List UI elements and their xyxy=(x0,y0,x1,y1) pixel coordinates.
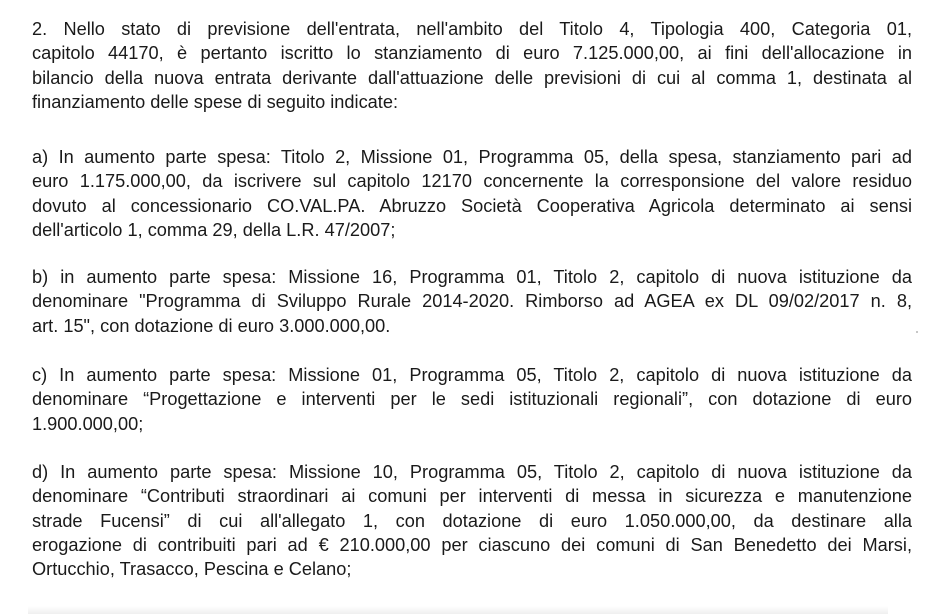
paragraph-b xyxy=(32,265,912,338)
text-line: erogazione di contribuiti pari ad € 210.000,00 per ciascuno dei comuni di San Benedetto dei Marsi, xyxy=(32,534,912,555)
text-line: bilancio della nuova entrata derivante dall'attuazione delle previsioni di cui al comma 1, destinata al xyxy=(32,67,912,88)
text-line: denominare "Programma di Sviluppo Rurale 2014-2020. Rimborso ad AGEA ex DL 09/02/2017 n. 8, xyxy=(32,291,912,312)
text-line: denominare “Progettazione e interventi per le sedi istituzionali regionali”, con dotazione di euro xyxy=(32,389,912,410)
text-line: strade Fucensi” di cui all'allegato 1, con dotazione di euro 1.050.000,00, da destinare alla xyxy=(32,510,912,531)
paragraph-d xyxy=(32,460,912,581)
scan-speck xyxy=(916,331,918,333)
text-line: Ortucchio, Trasacco, Pescina e Celano; xyxy=(32,559,352,580)
text-line: capitolo 44170, è pertanto iscritto lo stanziamento di euro 7.125.000,00, ai fini dell'allocazione in xyxy=(32,43,912,64)
paragraph-2 xyxy=(32,17,912,114)
text-line: b) in aumento parte spesa: Missione 16, Programma 01, Titolo 2, capitolo di nuova istituzione da xyxy=(32,267,912,287)
text-line: euro 1.175.000,00, da iscrivere sul capitolo 12170 concernente la corresponsione del valore residuo xyxy=(32,171,912,192)
scan-edge-shadow xyxy=(28,606,888,614)
text-line: 2. Nello stato di previsione dell'entrata, nell'ambito del Titolo 4, Tipologia 400, Categoria 01, xyxy=(32,19,912,39)
paragraph-a xyxy=(32,145,912,242)
text-line: art. 15", con dotazione di euro 3.000.000,00. xyxy=(32,315,391,336)
text-line: dovuto al concessionario CO.VAL.PA. Abruzzo Società Cooperativa Agricola determinato ai sensi xyxy=(32,195,912,216)
text-line: 1.900.000,00; xyxy=(32,413,144,434)
text-line: finanziamento delle spese di seguito indicate: xyxy=(32,91,399,112)
text-line: a) In aumento parte spesa: Titolo 2, Missione 01, Programma 05, della spesa, stanziamento pari ad xyxy=(32,147,912,167)
text-line: dell'articolo 1, comma 29, della L.R. 47/2007; xyxy=(32,219,396,240)
text-line: d) In aumento parte spesa: Missione 10, Programma 05, Titolo 2, capitolo di nuova istituzione da xyxy=(32,462,912,482)
paragraph-c xyxy=(32,363,912,436)
text-line: denominare “Contributi straordinari ai comuni per interventi di messa in sicurezza e manutenzione xyxy=(32,486,912,507)
text-line: c) In aumento parte spesa: Missione 01, Programma 05, Titolo 2, capitolo di nuova istituzione da xyxy=(32,365,912,385)
